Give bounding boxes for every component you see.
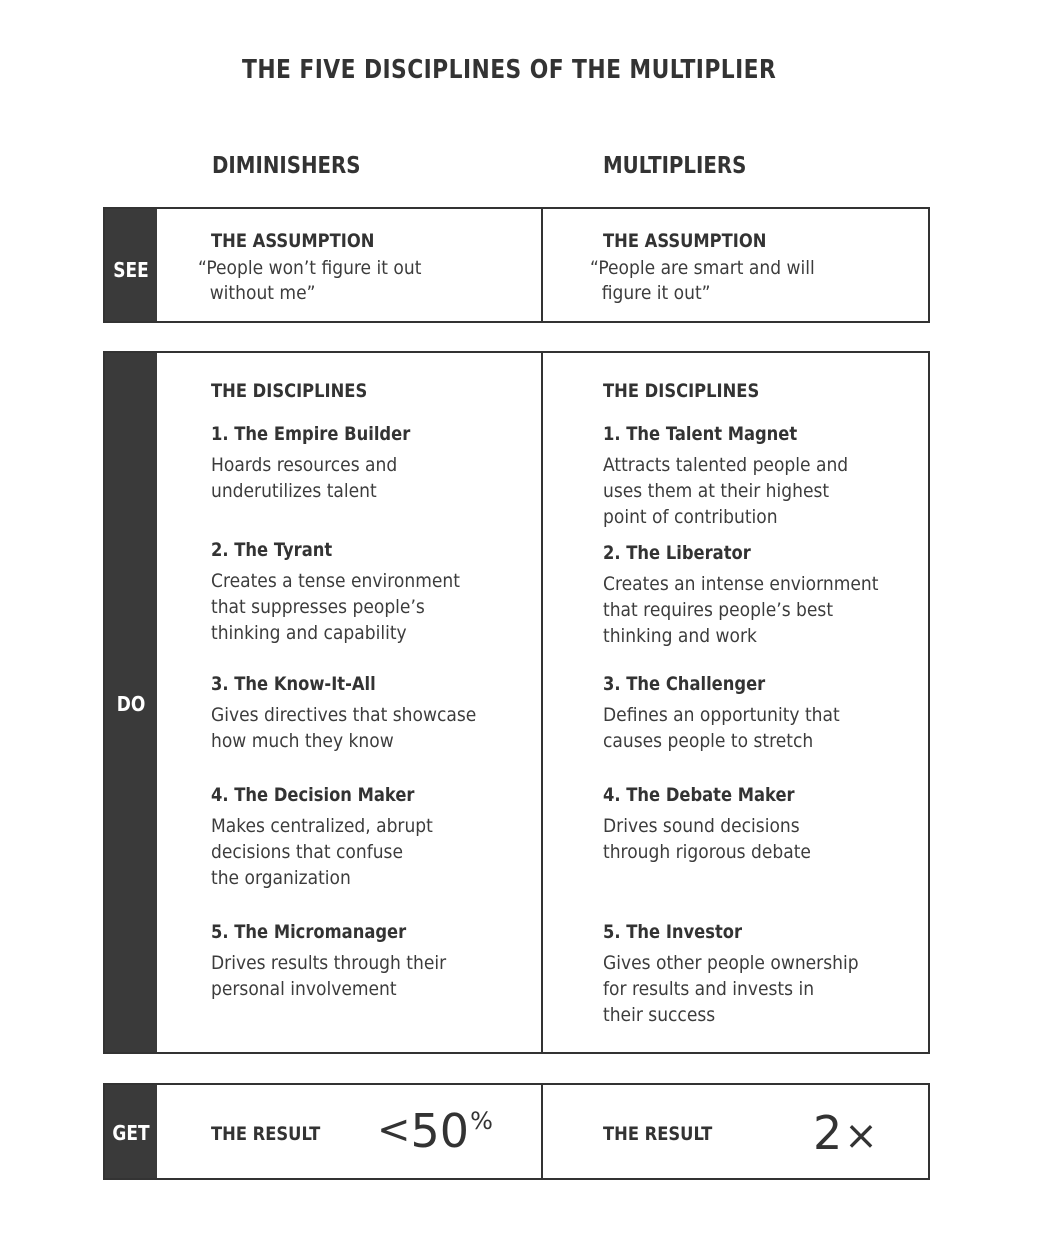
see-label: SEE (113, 258, 149, 282)
get-row (103, 1083, 930, 1180)
description-line: Makes centralized, abrupt (211, 815, 433, 837)
see-right-quote-line-1: “People are smart and will (590, 257, 815, 279)
result-suffix: % (470, 1107, 493, 1135)
diminisher-result-value (377, 1105, 493, 1157)
diminisher-item-description (211, 452, 420, 504)
see-side-label (105, 209, 157, 321)
see-left-quote (198, 256, 421, 306)
description-line: Attracts talented people and (603, 454, 849, 476)
diminisher-item-title: 5. The Micromanager (211, 921, 407, 943)
diminisher-item-5 (211, 921, 472, 1002)
description-line: decisions that confuse (211, 841, 403, 863)
multiplier-item-description (603, 702, 840, 754)
description-line: through rigorous debate (603, 841, 811, 863)
diminisher-item-title: 2. The Tyrant (211, 539, 333, 561)
description-line: Creates an intense enviornment (603, 573, 879, 595)
description-line: uses them at their highest (603, 480, 830, 502)
result-number: 50 (410, 1104, 470, 1158)
diminisher-item-2 (211, 539, 488, 646)
see-right-quote-line-2: figure it out” (601, 282, 711, 304)
result-prefix: < (377, 1107, 411, 1153)
result-suffix: × (844, 1113, 878, 1159)
multiplier-item-title: 4. The Debate Maker (603, 784, 795, 806)
see-left-quote-line-1: “People won’t figure it out (198, 257, 422, 279)
see-left-cell (198, 230, 446, 306)
do-label: DO (116, 692, 146, 716)
description-line: thinking and capability (211, 622, 407, 644)
description-line: that requires people’s best (603, 599, 834, 621)
get-label: GET (112, 1121, 150, 1145)
description-line: thinking and work (603, 625, 757, 647)
diminisher-item-3 (211, 673, 506, 754)
see-left-heading: THE ASSUMPTION (211, 230, 375, 252)
description-line: Gives directives that showcase (211, 704, 477, 726)
description-line: underutilizes talent (211, 480, 377, 502)
diminisher-item-description (211, 813, 433, 891)
diminisher-item-4 (211, 784, 458, 891)
diminisher-item-description (211, 950, 446, 1002)
column-divider (541, 209, 543, 321)
see-right-heading: THE ASSUMPTION (603, 230, 767, 252)
column-divider (541, 353, 543, 1052)
see-row (103, 207, 930, 323)
multiplier-item-1 (603, 423, 875, 530)
description-line: causes people to stretch (603, 730, 814, 752)
column-divider (541, 1085, 543, 1178)
multiplier-item-description (603, 452, 848, 530)
multiplier-item-title: 3. The Challenger (603, 673, 766, 695)
multiplier-item-4 (603, 784, 834, 865)
diminisher-item-description (211, 702, 476, 754)
diminisher-item-description (211, 568, 460, 646)
column-header-diminishers: DIMINISHERS (212, 153, 361, 179)
get-side-label (105, 1085, 157, 1178)
do-right-heading: THE DISCIPLINES (603, 380, 760, 402)
do-side-label (105, 353, 157, 1052)
description-line: point of contribution (603, 506, 778, 528)
multiplier-item-title: 2. The Liberator (603, 542, 751, 564)
diminisher-item-title: 3. The Know-It-All (211, 673, 376, 695)
multiplier-result-value (813, 1107, 878, 1162)
result-number: 2 (813, 1106, 843, 1160)
column-header-multipliers: MULTIPLIERS (603, 153, 747, 179)
diminisher-item-title: 1. The Empire Builder (211, 423, 411, 445)
multiplier-item-5 (603, 921, 887, 1028)
see-right-cell (590, 230, 840, 306)
get-left-heading: THE RESULT (211, 1123, 321, 1145)
description-line: Gives other people ownership (603, 952, 859, 974)
multiplier-item-title: 5. The Investor (603, 921, 743, 943)
description-line: Drives sound decisions (603, 815, 800, 837)
description-line: their success (603, 1004, 716, 1026)
get-right-heading-cell (603, 1123, 730, 1145)
do-left-heading: THE DISCIPLINES (211, 380, 368, 402)
diminisher-item-1 (211, 423, 443, 504)
multiplier-item-3 (603, 673, 866, 754)
description-line: how much they know (211, 730, 394, 752)
get-right-heading: THE RESULT (603, 1123, 713, 1145)
multiplier-item-2 (603, 542, 909, 649)
do-right-heading-cell (603, 380, 785, 402)
multiplier-item-title: 1. The Talent Magnet (603, 423, 798, 445)
multiplier-item-description (603, 571, 878, 649)
do-row (103, 351, 930, 1054)
see-left-quote-line-2: without me” (209, 282, 316, 304)
description-line: Drives results through their (211, 952, 447, 974)
multiplier-item-description (603, 950, 859, 1028)
description-line: that suppresses people’s (211, 596, 425, 618)
do-left-heading-cell (211, 380, 393, 402)
see-right-quote (590, 256, 815, 306)
description-line: Creates a tense environment (211, 570, 460, 592)
page-title: THE FIVE DISCIPLINES OF THE MULTIPLIER (242, 55, 777, 85)
description-line: for results and invests in (603, 978, 815, 1000)
get-left-heading-cell (211, 1123, 338, 1145)
description-line: Hoards resources and (211, 454, 398, 476)
description-line: personal involvement (211, 978, 397, 1000)
multiplier-item-description (603, 813, 811, 865)
description-line: Defines an opportunity that (603, 704, 840, 726)
description-line: the organization (211, 867, 351, 889)
diminisher-item-title: 4. The Decision Maker (211, 784, 415, 806)
